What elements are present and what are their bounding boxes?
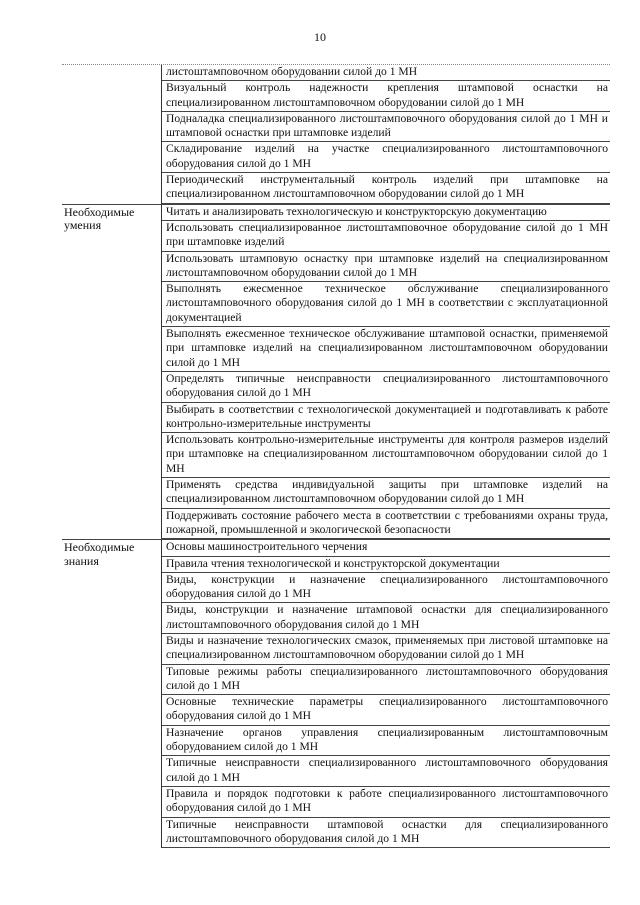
table-row: Виды и назначение технологических смазок, применяемых при листовой штамповке на специализированном листоштамповочном оборудовании силой до 1 МН <box>162 634 610 665</box>
table-row: Читать и анализировать технологическую и конструкторскую документацию <box>162 205 610 221</box>
table-row: Типичные неисправности штамповой оснастки для специализированного листоштамповочного оборудования силой до 1 МН <box>162 818 610 849</box>
table-section <box>62 204 610 540</box>
table-row: Использовать контрольно-измерительные инструменты для контроля размеров изделий при штамповке на специализированном листоштамповочном оборудовании силой до 1 МН <box>162 433 610 478</box>
table-row: Периодический инструментальный контроль изделий при штамповке на специализированном листоштамповочном оборудовании силой до 1 МН <box>162 173 610 204</box>
table-row: Выполнять ежесменное техническое обслуживание специализированного листоштамповочного оборудования силой до 1 МН в соответствии с эксплуатационной документацией <box>162 282 610 327</box>
requirements-table <box>62 64 610 848</box>
table-row: Типовые режимы работы специализированного листоштамповочного оборудования силой до 1 МН <box>162 665 610 696</box>
table-section <box>62 539 610 848</box>
section-content <box>162 205 610 540</box>
table-row: Типичные неисправности специализированного листоштамповочного оборудования силой до 1 МН <box>162 756 610 787</box>
table-row: Поддерживать состояние рабочего места в соответствии с требованиями охраны труда, пожарной, промышленной и экологической безопасности <box>162 509 610 540</box>
table-row: Использовать специализированное листоштамповочное оборудование силой до 1 МН при штамповке изделий <box>162 221 610 252</box>
section-content <box>162 65 610 204</box>
table-section <box>62 65 610 204</box>
table-row: Определять типичные неисправности специализированного листоштамповочного оборудования силой до 1 МН <box>162 372 610 403</box>
section-label <box>62 65 162 204</box>
table-row: Виды, конструкции и назначение специализированного листоштамповочного оборудования силой до 1 МН <box>162 573 610 604</box>
table-row: Применять средства индивидуальной защиты при штамповке изделий на специализированном листоштамповочном оборудовании силой до 1 МН <box>162 478 610 509</box>
section-label: Необходимые знания <box>62 540 162 848</box>
table-row: Подналадка специализированного листоштамповочного оборудования силой до 1 МН и штамповой оснастки при штамповке изделий <box>162 112 610 143</box>
table-row: Основные технические параметры специализированного листоштамповочного оборудования силой до 1 МН <box>162 695 610 726</box>
table-row: Выполнять ежесменное техническое обслуживание штамповой оснастки, применяемой при штамповке изделий на специализированном листоштамповочном оборудовании силой до 1 МН <box>162 327 610 372</box>
table-row: Виды, конструкции и назначение штамповой оснастки для специализированного листоштамповочного оборудования силой до 1 МН <box>162 603 610 634</box>
table-row: Визуальный контроль надежности крепления штамповой оснастки на специализированном листоштамповочном оборудовании силой до 1 МН <box>162 81 610 112</box>
table-row: Использовать штамповую оснастку при штамповке изделий на специализированном листоштамповочном оборудовании силой до 1 МН <box>162 252 610 283</box>
table-row: Правила и порядок подготовки к работе специализированного листоштамповочного оборудования силой до 1 МН <box>162 787 610 818</box>
table-row: Назначение органов управления специализированным листоштамповочным оборудованием силой до 1 МН <box>162 726 610 757</box>
table-row: Правила чтения технологической и конструкторской документации <box>162 557 610 573</box>
table-row: листоштамповочном оборудовании силой до 1 МН <box>162 65 610 81</box>
table-row: Складирование изделий на участке специализированного листоштамповочного оборудования силой до 1 МН <box>162 142 610 173</box>
table-row: Выбирать в соответствии с технологической документацией и подготавливать к работе контрольно-измерительные инструменты <box>162 403 610 434</box>
table-row: Основы машиностроительного черчения <box>162 540 610 556</box>
section-content <box>162 540 610 848</box>
section-label: Необходимые умения <box>62 205 162 540</box>
page-number: 10 <box>314 30 326 44</box>
